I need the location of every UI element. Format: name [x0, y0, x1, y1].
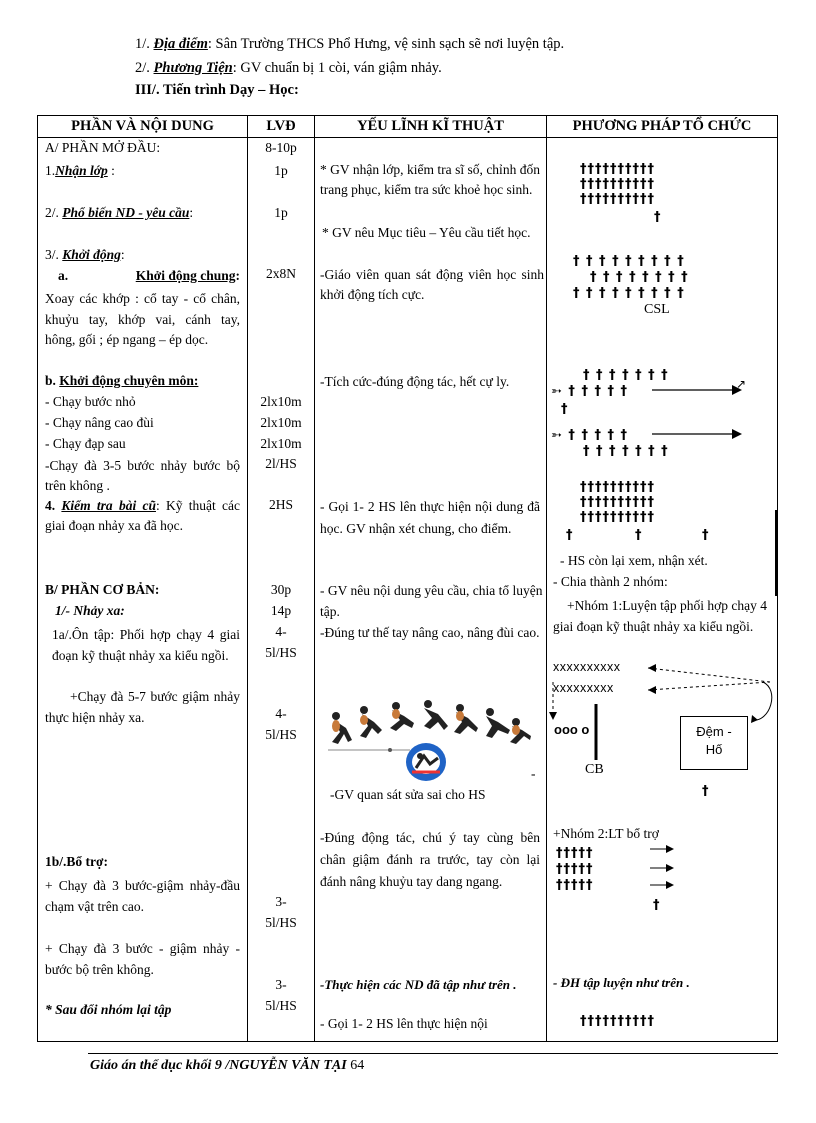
method-repeat: - ĐH tập luyện như trên . — [553, 975, 690, 990]
lvd-value: 14p — [270, 603, 292, 618]
run-arrow — [650, 424, 750, 444]
header-equipment: 2/. Phương Tiện: GV chuẩn bị 1 còi, ván giậm nhảy. — [135, 60, 442, 76]
lvd-value: 2lx10m — [260, 415, 302, 430]
tech-auxiliary: -Đúng động tác, chú ý tay cùng bên chân giậm đánh ra trước, tay còn lại đánh nâng khuỷu tay dang ngang. — [320, 830, 540, 889]
landing-pit-label: Đệm - — [696, 724, 732, 739]
lvd-value: 1p — [274, 163, 288, 178]
special-warmup-item: - Chạy nâng cao đùi — [45, 415, 154, 430]
illustration-dash: - — [531, 766, 536, 781]
method-group-2: +Nhóm 2:LT bổ trợ — [553, 826, 659, 841]
lvd-value: 5l/HS — [265, 645, 297, 660]
column-header-method: PHƯƠNG PHÁP TỔ CHỨC — [572, 118, 752, 134]
teacher-figure: † — [702, 784, 710, 799]
special-warmup-item: - Chạy bước nhỏ — [45, 394, 136, 409]
formation-label: CSL — [644, 302, 670, 317]
lvd-value: 2l/HS — [265, 456, 297, 471]
jump-badge — [406, 743, 446, 781]
svg-text:↗: ↗ — [736, 380, 747, 391]
lvd-value: 1p — [274, 205, 288, 220]
footer: Giáo án thể dục khối 9 /NGUYỄN VĂN TẠI 64 — [90, 1058, 365, 1073]
tech-main-intro: - GV nêu nội dung yêu cầu, chia tổ luyện tập. — [320, 583, 543, 619]
group-row-1: xxxxxxxxxx — [553, 660, 621, 674]
lvd-column — [248, 0, 314, 1041]
jumper-figure — [486, 708, 510, 738]
long-jump-illustration — [320, 698, 532, 782]
lvd-value: 3- — [275, 894, 287, 909]
column-header-lvd: LVĐ — [266, 118, 296, 134]
item-run-up: +Chạy đà 5-7 bước giậm nhảy thực hiện nhảy xa. — [45, 689, 240, 725]
tech-posture: -Đúng tư thế tay nâng cao, nâng đùi cao. — [320, 625, 540, 640]
tech-demo-call: - Gọi 1- 2 HS lên thực hiện nội — [320, 1016, 488, 1031]
lvd-value: 2lx10m — [260, 394, 302, 409]
tech-old-lesson: - Gọi 1- 2 HS lên thực hiện nội dung đã học. GV nhận xét chung, cho điểm. — [320, 499, 540, 536]
tech-repeat: -Thực hiện các ND đã tập như trên . — [320, 977, 517, 992]
method-group-1: +Nhóm 1:Luyện tập phối hợp chạy 4 giai đoạn kỹ thuật nhảy xa kiểu ngồi. — [553, 598, 767, 634]
jumper-figure — [424, 700, 448, 730]
lvd-value: 5l/HS — [265, 915, 297, 930]
special-warmup-item: -Chạy đà 3-5 bước nhảy bước bộ trên không . — [45, 458, 240, 493]
item-long-jump: 1/- Nhảy xa: — [55, 603, 125, 618]
tech-correction: -GV quan sát sửa sai cho HS — [330, 787, 486, 802]
takeoff-board-label: CB — [585, 762, 604, 777]
auxiliary-item: + Chạy đà 3 bước - giậm nhảy - bước bộ trên không. — [45, 941, 240, 977]
lvd-value: 2x8N — [266, 266, 296, 281]
item-special-warmup: b. Khởi động chuyên môn: — [45, 373, 199, 388]
header-location: 1/. Địa điểm: Sân Trường THCS Phổ Hưng, vệ sinh sạch sẽ nơi luyện tập. — [135, 36, 565, 52]
group-row-2: xxxxxxxxx — [553, 681, 614, 695]
special-warmup-item: - Chạy đạp sau — [45, 436, 126, 451]
lvd-value: 8-10p — [265, 140, 297, 155]
lvd-value: 5l/HS — [265, 727, 297, 742]
lvd-value: 2lx10m — [260, 436, 302, 451]
item-warmup: 3/. Khởi động: — [45, 247, 125, 262]
switch-groups-note: * Sau đổi nhóm lại tập — [45, 1002, 172, 1017]
item-roll-call: 1.Nhận lớp : — [45, 163, 115, 178]
lvd-value: 4- — [275, 706, 287, 721]
direction-arrows — [648, 840, 676, 896]
start-line-runners: ooo o — [554, 722, 590, 737]
formation-final: †††††††††† — [580, 1014, 655, 1029]
item-auxiliary: 1b/.Bổ trợ: — [45, 854, 108, 869]
method-groups: - Chia thành 2 nhóm: — [553, 574, 668, 589]
auxiliary-item: + Chạy đà 3 bước-giậm nhảy-đầu chạm vật trên cao. — [45, 878, 240, 914]
tech-objectives: * GV nêu Mục tiêu – Yêu cầu tiết học. — [322, 225, 531, 240]
lvd-value: 4- — [275, 624, 287, 639]
item-review: 1a/.Ôn tập: Phối hợp chạy 4 giai đoạn kỹ thuật nhảy xa kiểu ngồi. — [52, 627, 240, 663]
header-process: III/. Tiến trình Dạy – Học: — [135, 82, 299, 98]
item-old-lesson-check: 4. Kiểm tra bài cũ: Kỹ thuật các giai đoạn nhảy xa đã học. — [45, 498, 240, 533]
run-arrow — [650, 380, 750, 400]
item-requirements: 2/. Phổ biến ND - yêu cầu: — [45, 205, 194, 220]
general-warmup-text: Xoay các khớp : cổ tay - cổ chân, khuỷu tay, khớp vai, cánh tay, hông, gối ; ép ngang – ép dọc. — [45, 291, 240, 347]
column-header-content: PHẦN VÀ NỘI DUNG — [71, 118, 214, 134]
lvd-value: 30p — [270, 582, 292, 597]
section-b-title: B/ PHẦN CƠ BẢN: — [45, 582, 160, 597]
column-header-technique: YẾU LĨNH KĨ THUẬT — [357, 118, 504, 134]
landing-pit — [680, 716, 748, 770]
lvd-value: 2HS — [268, 497, 293, 512]
method-note: - HS còn lại xem, nhận xét. — [560, 553, 708, 568]
tech-roll-call: * GV nhận lớp, kiểm tra sĩ số, chỉnh đốn trang phục, kiểm tra sức khoẻ học sinh. — [320, 162, 540, 197]
item-general-warmup: a. Khởi động chung: — [58, 268, 240, 283]
landing-pit-label: Hố — [705, 742, 723, 757]
tech-warmup: -Giáo viên quan sát động viên học sinh khởi động tích cực. — [320, 267, 544, 302]
section-a-title: A/ PHẦN MỞ ĐẦU: — [45, 140, 161, 155]
lvd-value: 5l/HS — [265, 998, 297, 1013]
tech-special-warmup: -Tích cức-đúng động tác, hết cự ly. — [320, 374, 510, 389]
lvd-value: 3- — [275, 977, 287, 992]
